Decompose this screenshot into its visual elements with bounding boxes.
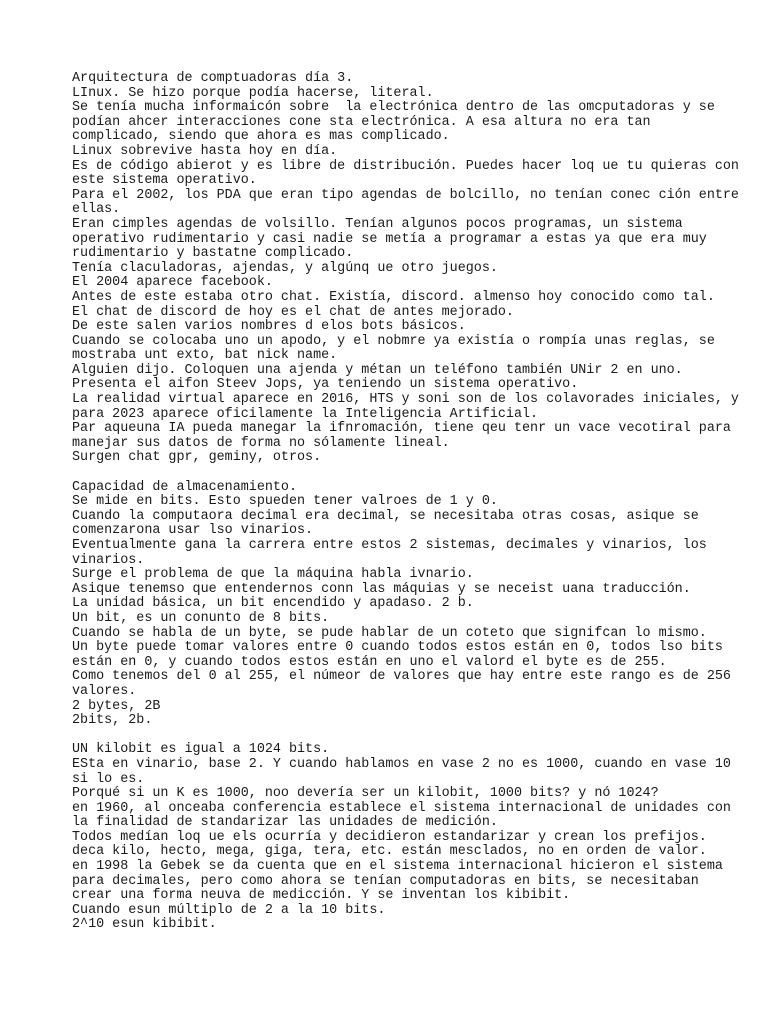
text-line: deca kilo, hecto, mega, giga, tera, etc. están mesclados, no en orden de valor. bbox=[72, 844, 707, 860]
text-line: Surgen chat gpr, geminy, otros. bbox=[72, 450, 322, 466]
text-line: 2^10 esun kibibit. bbox=[72, 917, 217, 933]
text-line: están en 0, y cuando todos estos están en uno el valord el byte es de 255. bbox=[72, 654, 667, 670]
text-line: para decimales, pero como ahora se tenían computadoras en bits, se necesitaban bbox=[72, 873, 699, 889]
text-line: Alguien dijo. Coloquen una ajenda y métan un teléfono también UNir 2 en uno. bbox=[72, 362, 683, 378]
text-line: ellas. bbox=[72, 202, 121, 218]
text-line: Eran cimples agendas de volsillo. Tenían algunos pocos programas, un sistema bbox=[72, 216, 683, 232]
text-line: la finalidad de standarizar las unidades de medición. bbox=[72, 815, 498, 831]
text-line: De este salen varios nombres d elos bots básicos. bbox=[72, 319, 466, 335]
text-line: El chat de discord de hoy es el chat de antes mejorado. bbox=[72, 304, 514, 320]
document-page bbox=[72, 71, 739, 933]
text-line: en 1998 la Gebek se da cuenta que en el sistema internacional hicieron el sistema bbox=[72, 859, 723, 875]
text-line: crear una forma neuva de medicción. Y se inventan los kibibit. bbox=[72, 888, 571, 904]
text-line: Arquitectura de comptuadoras día 3. bbox=[72, 71, 354, 86]
text-line: Como tenemos del 0 al 255, el númeor de valores que hay entre este rango es de 256 bbox=[72, 669, 731, 685]
text-line: Surge el problema de que la máquina habla ivnario. bbox=[72, 567, 474, 583]
text-line bbox=[72, 729, 712, 744]
text-line: podían ahcer interacciones cone sta electrónica. A esa altura no era tan bbox=[72, 114, 651, 130]
text-line: Capacidad de almacenamiento. bbox=[72, 479, 297, 495]
text-line: manejar sus datos de forma no sólamente lineal. bbox=[72, 435, 450, 451]
text-line: Se tenía mucha informaicón sobre la electrónica dentro de las omcputadoras y se bbox=[72, 100, 715, 116]
text-line: Cuando se habla de un byte, se pude hablar de un coteto que signifcan lo mismo. bbox=[72, 625, 707, 641]
text-line: Se mide en bits. Esto spueden tener valroes de 1 y 0. bbox=[72, 494, 498, 510]
text-line: 2 bytes, 2B bbox=[72, 698, 161, 714]
text-line: rudimentario y bastatne complicado. bbox=[72, 246, 354, 262]
text-line: mostraba unt exto, bat nick name. bbox=[72, 348, 338, 364]
text-line: La unidad básica, un bit encendido y apadaso. 2 b. bbox=[72, 596, 474, 612]
text-line bbox=[72, 466, 712, 481]
text-line: complicado, siendo que ahora es mas complicado. bbox=[72, 129, 450, 145]
text-line: La realidad virtual aparece en 2016, HTS y soni son de los colavorades iniciales, y bbox=[72, 392, 739, 408]
text-line: 2bits, 2b. bbox=[72, 713, 153, 729]
text-line: Linux sobrevive hasta hoy en día. bbox=[72, 143, 338, 159]
text-line: operativo rudimentario y casi nadie se metía a programar a estas ya que era muy bbox=[72, 231, 707, 247]
text-line: Eventualmente gana la carrera entre estos 2 sistemas, decimales y vinarios, los bbox=[72, 538, 707, 553]
text-line: Cuando esun múltiplo de 2 a la 10 bits. bbox=[72, 902, 386, 918]
text-line: Antes de este estaba otro chat. Existía, discord. almenso hoy conocido como tal. bbox=[72, 289, 715, 305]
text-line: Un bit, es un conunto de 8 bits. bbox=[72, 610, 330, 626]
text-line: Un byte puede tomar valores entre 0 cuando todos estos están en 0, todos lso bits bbox=[72, 640, 723, 656]
text-line: este sistema operativo. bbox=[72, 173, 257, 189]
text-line: Cuando la computaora decimal era decimal, se necesitaba otras cosas, asique se bbox=[72, 508, 699, 524]
text-line: Presenta el aifon Steev Jops, ya teniendo un sistema operativo. bbox=[72, 377, 579, 393]
text-line: Porqué si un K es 1000, noo devería ser un kilobit, 1000 bits? y nó 1024? bbox=[72, 786, 659, 802]
text-line: El 2004 aparece facebook. bbox=[72, 275, 273, 291]
text-line: Para el 2002, los PDA que eran tipo agendas de bolcillo, no tenían conec ción entre bbox=[72, 187, 739, 203]
text-line: valores. bbox=[72, 683, 137, 699]
text-line: comenzarona usar lso vinarios. bbox=[72, 523, 314, 539]
text-line: UN kilobit es igual a 1024 bits. bbox=[72, 742, 330, 758]
text-line: vinarios. bbox=[72, 552, 145, 568]
text-line: Todos medían loq ue els ocurría y decidieron estandarizar y crean los prefijos. bbox=[72, 829, 707, 845]
text-line: Par aqueuna IA pueda manegar la ifnromación, tiene qeu tenr un vace vecotiral para bbox=[72, 421, 731, 437]
text-line: Es de código abierot y es libre de distribución. Puedes hacer loq ue tu quieras con bbox=[72, 158, 739, 174]
text-line: si lo es. bbox=[72, 771, 145, 787]
text-line: para 2023 aparece oficilamente la Inteligencia Artificial. bbox=[72, 406, 539, 422]
text-line: LInux. Se hizo porque podía hacerse, literal. bbox=[72, 85, 434, 101]
text-line: Tenía claculadoras, ajendas, y algúnq ue otro juegos. bbox=[72, 260, 498, 276]
text-line: Cuando se colocaba uno un apodo, y el nobmre ya existía o rompía unas reglas, se bbox=[72, 333, 715, 349]
text-line: en 1960, al onceaba conferencia establece el sistema internacional de unidades con bbox=[72, 800, 731, 816]
text-line: Asique tenemso que entendernos conn las máquias y se neceist uana traducción. bbox=[72, 581, 691, 597]
text-line: ESta en vinario, base 2. Y cuando hablamos en vase 2 no es 1000, cuando en vase 10 bbox=[72, 756, 731, 772]
